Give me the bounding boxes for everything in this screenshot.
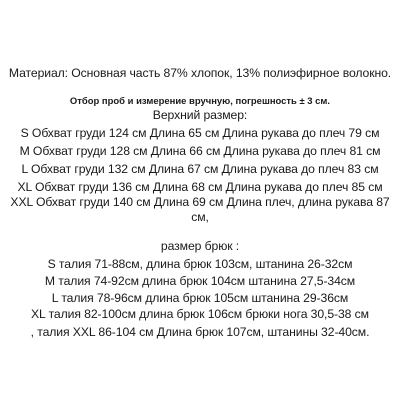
material-text: Материал: Основная часть 87% хлопок, 13% полиэфирное волокно. [8, 66, 392, 80]
pants-size-heading: размер брюк : [160, 239, 240, 253]
measurement-note: Отбор проб и измерение вручную, погрешность ± 3 см. [69, 96, 331, 107]
top-size-heading: Верхний размер: [152, 108, 248, 122]
pants-size-row-s: S талия 71-88см, длина брюк 103см, штанина 26-32см [47, 257, 353, 271]
pants-size-row-xxl: , талия XXL 86-104 см Длина брюк 107см, штанины 32-40см. [30, 325, 370, 339]
top-size-row-xl: XL Обхват груди 136 см Длина 68 см Длина рукава до плеч 85 см [17, 180, 383, 194]
top-size-row-s: S Обхват груди 124 см Длина 65 см Длина рукава до плеч 79 см [20, 126, 380, 140]
pants-size-row-l: L талия 78-96см длина брюк 105см штанина 29-36см [51, 291, 349, 305]
pants-size-row-xl: XL талия 82-100см длина брюк 106см брюки нога 30,5-38 см [31, 307, 369, 321]
top-size-row-m: M Обхват груди 128 см Длина 66 см Длина рукава до плеч 81 см [19, 144, 381, 158]
top-size-row-xxl-continued: см, [191, 210, 209, 224]
top-size-row-xxl: XXL Обхват груди 140 см Длина 69 см Длина плеч, длина рукава 87 [10, 195, 390, 209]
top-size-row-l: L Обхват груди 132 см Длина 67 см Длина рукава до плеч 83 см [21, 162, 379, 176]
pants-size-row-m: M талия 74-92см длина брюк 104см штанина 27,5-34см [44, 274, 356, 288]
